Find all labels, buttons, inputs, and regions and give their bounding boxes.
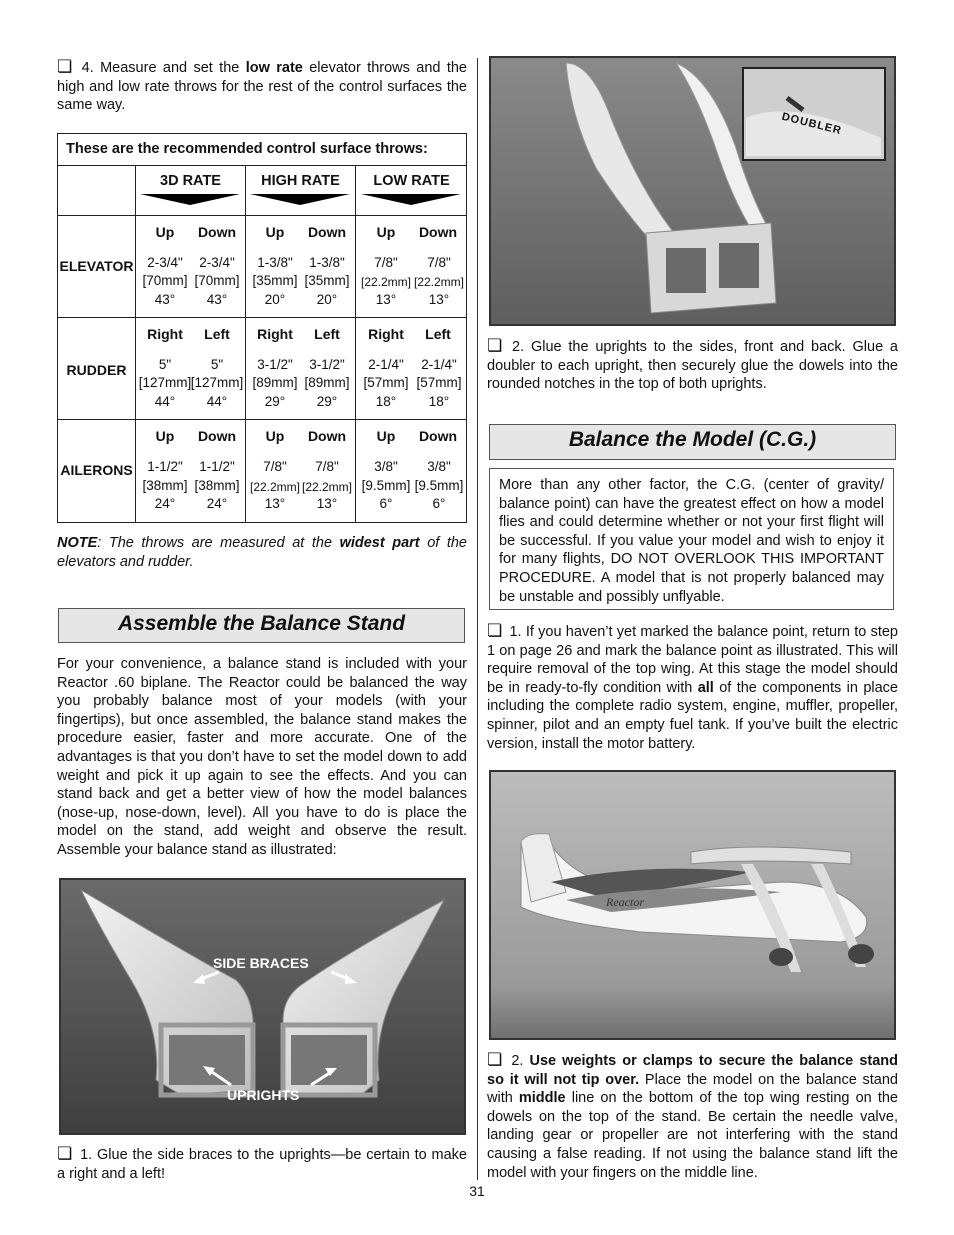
throws-table-title: These are the recommended control surface throws: bbox=[58, 134, 466, 166]
row-label-elevator: ELEVATOR bbox=[59, 258, 134, 274]
cg-step1-paragraph: ❏ 1. If you haven’t yet marked the balance point, return to step 1 on page 26 and mark the balance point as illustrated. This will require removal of the top wing. At this stage the model should be in ready-to-fly condition with all of the components in place including the complete radio system, engine, muffler, propeller, spinner, pilot and an empty fuel tank. If you’ve built the electric version, install the motor battery. bbox=[487, 621, 898, 752]
checkbox-icon[interactable]: ❏ bbox=[57, 1144, 73, 1164]
checkbox-icon[interactable]: ❏ bbox=[487, 621, 503, 641]
photo-balance-stand bbox=[489, 56, 896, 326]
photo-side-braces-uprights bbox=[59, 878, 466, 1135]
label-side-braces: SIDE BRACES bbox=[213, 955, 309, 971]
checkbox-icon[interactable]: ❏ bbox=[487, 336, 503, 356]
label-doubler: DOUBLER bbox=[780, 110, 844, 138]
plane-logo-text: Reactor bbox=[606, 895, 644, 909]
arrow-down-icon bbox=[361, 194, 461, 205]
step4-paragraph: ❏ 4. Measure and set the low rate elevator throws and the high and low rate throws for the rest of the control surfaces the same way. bbox=[57, 57, 467, 114]
checkbox-icon[interactable]: ❏ bbox=[57, 57, 73, 77]
column-divider bbox=[477, 58, 478, 1180]
arrow-down-icon bbox=[250, 194, 350, 205]
throws-table: These are the recommended control surface throws: 3D RATE HIGH RATE LOW RATE ELEVATOR Up Down Up Down Up Down 2-3/4" 2-3/4" [70mm] [70mm] 43° 43° 1-3/8" 1-3/8" [35mm] [35mm] 20° 20° 7/8" 7/8" [22.2mm] [22.2mm] 13° 13° RUDDER Right Left Right Left Right Left 5" 5" [127mm] [127mm] 44° 44° 3-1/2" 3-1/2" [89mm] [89mm] 29° 29° 2-1/4" 2-1/4" [57mm] [57mm] 18° 18° AILERONS Up Down Up Down Up Down 1-1/2" 1-1/2" [38mm] [38mm] 24° 24° 7/8" 7/8" [22.2mm] [22.2mm] 13° 13° 3/8" 3/8" [9.5mm] [9.5mm] 6° 6° bbox=[57, 133, 467, 523]
assemble-heading: Assemble the Balance Stand bbox=[58, 608, 465, 643]
note-paragraph: NOTE: The throws are measured at the widest part of the elevators and rudder. bbox=[57, 535, 467, 570]
photo-plane-on-stand bbox=[489, 770, 896, 1040]
balance-heading: Balance the Model (C.G.) bbox=[489, 424, 896, 460]
rate-header-low: LOW RATE bbox=[373, 173, 450, 189]
rate-header-high: HIGH RATE bbox=[261, 173, 340, 189]
plane-illustration bbox=[491, 772, 894, 1038]
cg-step2-paragraph: ❏ 2. Use weights or clamps to secure the balance stand so it will not tip over. Place the model on the balance stand with middle line on the bottom of the top wing resting on the dowels on the top of the stand. Be certain the needle valve, landing gear or propeller are not interfering with the stand causing a false reading. If not using the balance stand lift the model with your fingers on the middle line. bbox=[487, 1050, 898, 1181]
step2-paragraph: ❏ 2. Glue the uprights to the sides, front and back. Glue a doubler to each upright, then securely glue the dowels into the rounded notches in the top of both uprights. bbox=[487, 336, 898, 393]
rate-header-3d: 3D RATE bbox=[160, 173, 221, 189]
step1-paragraph: ❏ 1. Glue the side braces to the uprights—be certain to make a right and a left! bbox=[57, 1144, 467, 1182]
row-label-rudder: RUDDER bbox=[66, 362, 127, 378]
checkbox-icon[interactable]: ❏ bbox=[487, 1050, 503, 1070]
page-number: 31 bbox=[469, 1183, 485, 1199]
balance-stand-illustration bbox=[491, 58, 894, 324]
label-uprights: UPRIGHTS bbox=[227, 1087, 300, 1103]
cg-warning-box: More than any other factor, the C.G. (center of gravity/ balance point) can have the greatest effect on how a model flies and could determine whether or not your first flight will be successful. If you value your model and wish to enjoy it for many flights, DO NOT OVERLOOK THIS IMPORTANT PROCEDURE. A model that is not properly balanced may be unstable and possibly unflyable. bbox=[489, 468, 894, 610]
assemble-intro: For your convenience, a balance stand is included with your Reactor .60 biplane. The Reactor could be balanced the way you probably balance most of your models (with your fingertips), but once assembled, the balance stand makes the procedure easier, faster and more accurate. One of the advantages is that you don’t have to set the model down to add weight and pick it up again to see the effects. And you can stand back and get a better view of how the model balances (nose-up, nose-down, level). All you have to do is place the model on the stand, add weight and observe the result. Assemble your balance stand as illustrated: bbox=[57, 656, 467, 858]
arrow-down-icon bbox=[140, 194, 240, 205]
row-label-ailerons: AILERONS bbox=[60, 462, 133, 478]
